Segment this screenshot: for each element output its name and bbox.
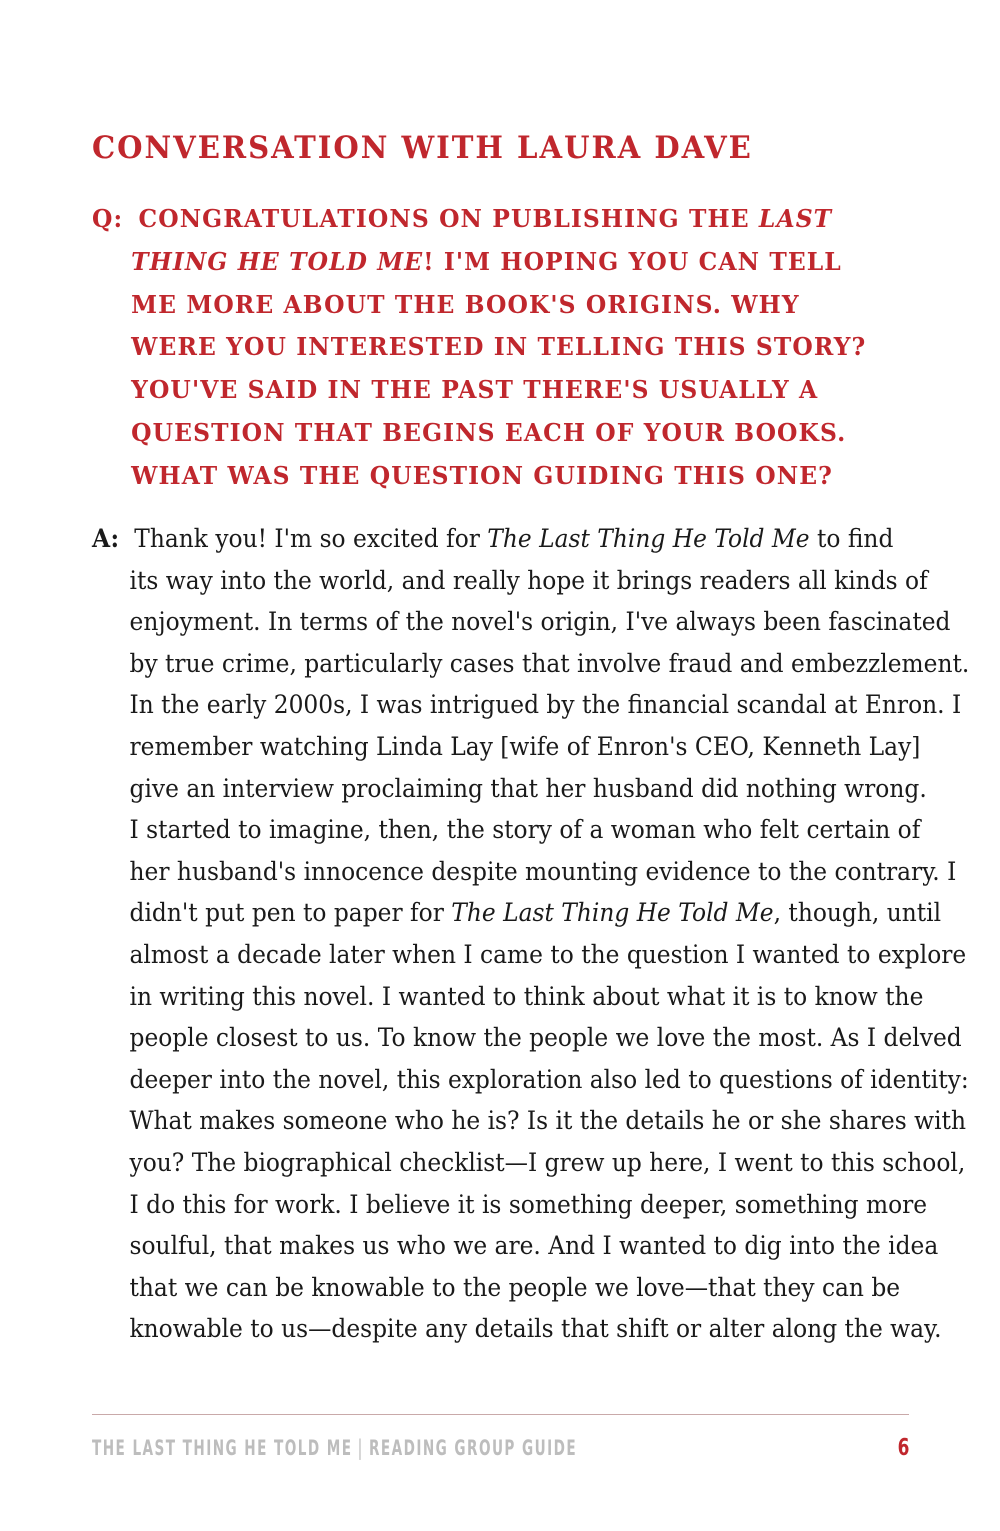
- answer-block: [92, 519, 970, 1351]
- footer-guide-label: READING GROUP GUIDE: [368, 1436, 578, 1460]
- answer-line: [92, 935, 967, 977]
- text-run: knowable to us—despite any details that shift or alter along the way.: [129, 1314, 942, 1345]
- text-run: WERE YOU INTERESTED IN TELLING THIS STORY?: [131, 332, 867, 362]
- text-run: didn't put pen to paper for: [129, 898, 452, 929]
- text-run: WHAT WAS THE QUESTION GUIDING THIS ONE?: [131, 460, 833, 490]
- answer-line: [92, 519, 894, 561]
- question-marker: Q:: [92, 204, 124, 233]
- question-line: [92, 412, 873, 455]
- text-run: CONGRATULATIONS ON PUBLISHING THE: [138, 204, 759, 233]
- text-run: soulful, that makes us who we are. And I wanted to dig into the idea: [129, 1231, 939, 1262]
- page-number: 6: [897, 1435, 909, 1461]
- answer-line: [92, 852, 957, 894]
- text-run: Thank you! I'm so excited for: [134, 524, 488, 554]
- answer-line: [92, 602, 951, 644]
- answer-line: [92, 561, 928, 603]
- text-run: that we can be knowable to the people we love—that they can be: [129, 1272, 901, 1303]
- text-run: by true crime, particularly cases that involve fraud and embezzlement.: [129, 648, 970, 679]
- answer-line: [92, 1185, 928, 1227]
- text-run: YOU'VE SAID IN THE PAST THERE'S USUALLY A: [131, 375, 819, 405]
- answer-line: [92, 685, 962, 727]
- book-title-italic: The Last Thing He Told Me: [487, 524, 810, 554]
- answer-line: [92, 769, 927, 811]
- text-run: in writing this novel. I wanted to think about what it is to know the: [129, 981, 924, 1012]
- question-line: [92, 198, 873, 241]
- footer-divider: [92, 1414, 909, 1415]
- question-line: [92, 284, 873, 327]
- text-run: ME MORE ABOUT THE BOOK'S ORIGINS. WHY: [131, 289, 800, 319]
- answer-line: [92, 1101, 966, 1143]
- answer-line: [92, 1018, 962, 1060]
- text-run: , though, until: [773, 898, 942, 929]
- answer-line: [92, 1143, 966, 1185]
- question-block: [92, 198, 910, 498]
- answer-line: [92, 644, 970, 686]
- text-run: deeper into the novel, this exploration also led to questions of identity:: [129, 1064, 969, 1095]
- footer-separator: |: [357, 1436, 364, 1460]
- text-run: QUESTION THAT BEGINS EACH OF YOUR BOOKS.: [131, 417, 847, 447]
- footer-book-title: THE LAST THING HE TOLD ME: [92, 1436, 353, 1460]
- answer-line: [92, 893, 942, 935]
- answer-line: [92, 977, 924, 1019]
- marker-spacer: [123, 198, 138, 241]
- question-line: [92, 369, 873, 412]
- text-run: What makes someone who he is? Is it the details he or she shares with: [129, 1106, 966, 1137]
- text-run: In the early 2000s, I was intrigued by the financial scandal at Enron. I: [129, 690, 962, 721]
- text-run: her husband's innocence despite mounting evidence to the contrary. I: [129, 856, 957, 887]
- book-title-italic: LAST: [758, 204, 833, 233]
- question-line: [92, 455, 873, 498]
- question-line: [92, 326, 873, 369]
- text-run: almost a decade later when I came to the question I wanted to explore: [129, 939, 967, 970]
- text-run: give an interview proclaiming that her husband did nothing wrong.: [129, 773, 927, 804]
- marker-spacer: [120, 519, 135, 561]
- answer-line: [92, 1226, 939, 1268]
- question-line: [92, 241, 873, 284]
- text-run: remember watching Linda Lay [wife of Enron's CEO, Kenneth Lay]: [129, 731, 921, 762]
- text-run: to find: [809, 524, 894, 554]
- text-run: people closest to us. To know the people we love the most. As I delved: [129, 1023, 962, 1054]
- book-title-italic: THING HE TOLD ME: [131, 246, 424, 276]
- text-run: you? The biographical checklist—I grew up here, I went to this school,: [129, 1147, 966, 1178]
- text-run: its way into the world, and really hope it brings readers all kinds of: [129, 565, 928, 596]
- answer-line: [92, 1268, 901, 1310]
- text-run: I started to imagine, then, the story of a woman who felt certain of: [129, 815, 921, 846]
- answer-marker: A:: [92, 524, 120, 554]
- book-title-italic: The Last Thing He Told Me: [451, 898, 774, 929]
- answer-line: [92, 727, 921, 769]
- answer-line: [92, 810, 921, 852]
- page-footer: [92, 1435, 909, 1465]
- footer-running-head: [92, 1435, 577, 1461]
- answer-line: [92, 1060, 969, 1102]
- text-run: enjoyment. In terms of the novel's origin, I've always been fascinated: [129, 607, 951, 638]
- text-run: I do this for work. I believe it is something deeper, something more: [129, 1189, 928, 1220]
- page-title: CONVERSATION WITH LAURA DAVE: [92, 129, 753, 166]
- answer-line: [92, 1309, 942, 1351]
- text-run: ! I'M HOPING YOU CAN TELL: [423, 246, 842, 276]
